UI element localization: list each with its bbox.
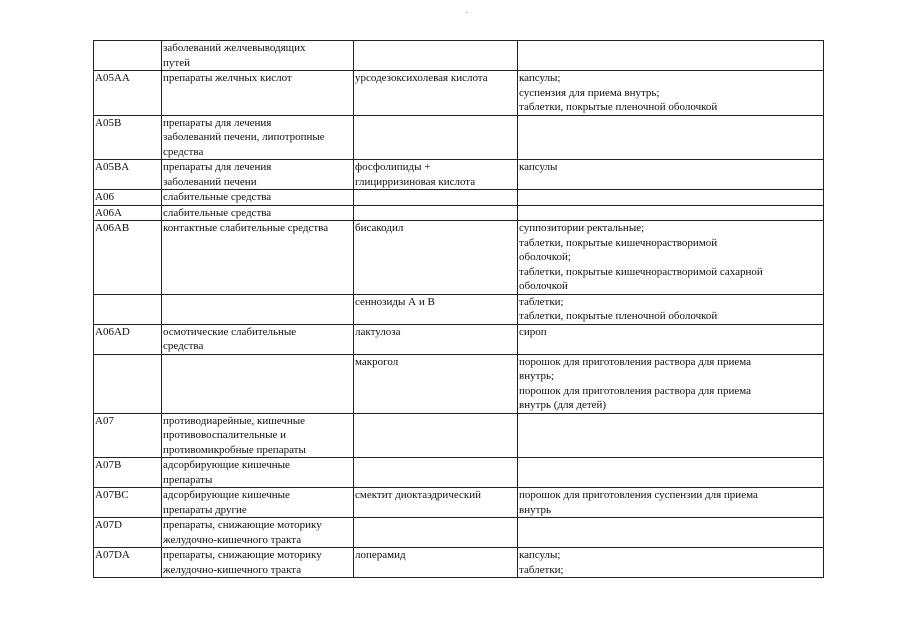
dosage-forms-cell: [518, 221, 824, 295]
cell-line: порошок для приготовления суспензии для приема: [519, 489, 758, 501]
table-row: [94, 518, 824, 548]
table-row: [94, 190, 824, 206]
cell-line: препараты другие: [163, 503, 247, 516]
cell-line: адсорбирующие кишечные: [163, 489, 290, 501]
cell-line: заболеваний печени: [163, 175, 257, 188]
cell-line: смектит диоктаэдрический: [355, 489, 482, 501]
atc-code-cell: [94, 221, 162, 295]
substance-cell: [354, 458, 518, 488]
cell-line: препараты, снижающие моторику: [163, 549, 322, 561]
table-row: [94, 413, 824, 458]
group-name-cell: [162, 294, 354, 324]
dosage-forms-cell: [518, 160, 824, 190]
cell-line: таблетки, покрытые пленочной оболочкой: [519, 101, 718, 113]
group-name-cell: [162, 518, 354, 548]
atc-code-cell: [94, 205, 162, 221]
cell-text: A07: [95, 414, 114, 427]
dosage-forms-cell: [518, 324, 824, 354]
substance-cell: [354, 413, 518, 458]
cell-line: контактные слабительные средства: [163, 222, 329, 234]
cell-line: урсодезоксихолевая кислота: [355, 72, 488, 84]
substance-cell: [354, 221, 518, 295]
cell-line: препараты, снижающие моторику: [163, 519, 322, 531]
substance-cell: [354, 548, 518, 578]
cell-line: внутрь: [519, 503, 552, 516]
cell-text: A06A: [95, 206, 122, 219]
table-row: [94, 294, 824, 324]
cell-line: таблетки, покрытые пленочной оболочкой: [519, 310, 718, 322]
cell-text: A06AB: [95, 222, 130, 234]
group-name-cell: [162, 160, 354, 190]
dosage-forms-cell: [518, 548, 824, 578]
atc-code-cell: [94, 488, 162, 518]
cell-line: слабительные средства: [163, 206, 272, 219]
cell-line: слабительные средства: [163, 191, 272, 203]
cell-line: бисакодил: [355, 222, 404, 234]
table-row: [94, 160, 824, 190]
table-row: [94, 115, 824, 160]
cell-line: средства: [163, 340, 204, 352]
atc-code-cell: [94, 190, 162, 206]
cell-line: глицирризиновая кислота: [355, 175, 476, 188]
cell-line: капсулы;: [519, 549, 561, 561]
table-row: [94, 458, 824, 488]
atc-code-cell: [94, 41, 162, 71]
cell-line: оболочкой;: [519, 251, 571, 263]
group-name-cell: [162, 488, 354, 518]
cell-text: A07BC: [95, 489, 129, 501]
substance-cell: [354, 324, 518, 354]
group-name-cell: [162, 41, 354, 71]
cell-line: препараты для лечения: [163, 161, 272, 173]
dosage-forms-cell: [518, 115, 824, 160]
cell-text: A06: [95, 191, 114, 203]
cell-text: A07DA: [95, 549, 130, 561]
group-name-cell: [162, 413, 354, 458]
cell-line: таблетки, покрытые кишечнорастворимой: [519, 236, 718, 249]
group-name-cell: [162, 71, 354, 116]
table-row: [94, 324, 824, 354]
cell-text: A05AA: [95, 72, 130, 84]
cell-line: фосфолипиды +: [355, 161, 431, 173]
substance-cell: [354, 488, 518, 518]
dosage-forms-cell: [518, 190, 824, 206]
substance-cell: [354, 354, 518, 413]
cell-line: адсорбирующие кишечные: [163, 459, 290, 471]
atc-code-cell: [94, 324, 162, 354]
cell-line: заболеваний печени, липотропные: [163, 131, 325, 143]
group-name-cell: [162, 221, 354, 295]
table-row: [94, 354, 824, 413]
drug-registry-table: [93, 40, 824, 578]
cell-line: желудочно-кишечного тракта: [163, 533, 302, 546]
cell-line: порошок для приготовления раствора для приема: [519, 355, 752, 368]
cell-line: препараты желчных кислот: [163, 72, 292, 84]
cell-line: капсулы: [519, 161, 558, 173]
atc-code-cell: [94, 458, 162, 488]
substance-cell: [354, 294, 518, 324]
table-row: [94, 221, 824, 295]
dosage-forms-cell: [518, 413, 824, 458]
dosage-forms-cell: [518, 354, 824, 413]
cell-line: сироп: [519, 325, 547, 338]
dosage-forms-cell: [518, 518, 824, 548]
cell-line: капсулы;: [519, 72, 561, 84]
group-name-cell: [162, 458, 354, 488]
cell-line: заболеваний желчевыводящих: [163, 42, 306, 54]
cell-line: противовоспалительные и: [163, 429, 287, 441]
cell-line: оболочкой: [519, 280, 568, 292]
table-row: [94, 41, 824, 71]
table-row: [94, 488, 824, 518]
cell-line: противомикробные препараты: [163, 443, 306, 456]
atc-code-cell: [94, 160, 162, 190]
table-row: [94, 205, 824, 221]
cell-line: сеннозиды А и В: [355, 295, 435, 308]
cell-line: лоперамид: [355, 549, 406, 561]
substance-cell: [354, 160, 518, 190]
cell-line: макрогол: [355, 355, 399, 368]
cell-text: A07B: [95, 459, 122, 471]
substance-cell: [354, 518, 518, 548]
scan-speck: [466, 12, 467, 13]
group-name-cell: [162, 190, 354, 206]
cell-line: таблетки;: [519, 563, 564, 576]
atc-code-cell: [94, 354, 162, 413]
dosage-forms-cell: [518, 488, 824, 518]
table-row: [94, 548, 824, 578]
dosage-forms-cell: [518, 205, 824, 221]
group-name-cell: [162, 548, 354, 578]
group-name-cell: [162, 354, 354, 413]
cell-line: желудочно-кишечного тракта: [163, 563, 302, 576]
cell-line: таблетки;: [519, 295, 564, 308]
atc-code-cell: [94, 518, 162, 548]
substance-cell: [354, 41, 518, 71]
substance-cell: [354, 71, 518, 116]
table-body: [94, 41, 824, 578]
cell-line: лактулоза: [355, 325, 401, 338]
cell-text: A05B: [95, 116, 122, 129]
group-name-cell: [162, 324, 354, 354]
atc-code-cell: [94, 294, 162, 324]
group-name-cell: [162, 205, 354, 221]
atc-code-cell: [94, 71, 162, 116]
cell-line: осмотические слабительные: [163, 325, 297, 338]
dosage-forms-cell: [518, 294, 824, 324]
group-name-cell: [162, 115, 354, 160]
atc-code-cell: [94, 413, 162, 458]
cell-line: порошок для приготовления раствора для приема: [519, 384, 752, 397]
cell-line: внутрь;: [519, 370, 555, 382]
cell-line: путей: [163, 56, 190, 69]
cell-line: суппозитории ректальные;: [519, 222, 645, 234]
cell-line: суспензия для приема внутрь;: [519, 86, 660, 99]
cell-line: препараты для лечения: [163, 116, 272, 129]
cell-text: A06AD: [95, 325, 130, 338]
cell-line: препараты: [163, 473, 213, 486]
dosage-forms-cell: [518, 71, 824, 116]
dosage-forms-cell: [518, 41, 824, 71]
table-row: [94, 71, 824, 116]
substance-cell: [354, 115, 518, 160]
cell-line: противодиарейные, кишечные: [163, 414, 306, 427]
cell-line: средства: [163, 145, 204, 158]
atc-code-cell: [94, 548, 162, 578]
dosage-forms-cell: [518, 458, 824, 488]
substance-cell: [354, 190, 518, 206]
cell-text: A05BA: [95, 161, 130, 173]
cell-line: таблетки, покрытые кишечнорастворимой сахарной: [519, 265, 763, 278]
cell-text: A07D: [95, 519, 122, 531]
atc-code-cell: [94, 115, 162, 160]
cell-line: внутрь (для детей): [519, 399, 607, 411]
substance-cell: [354, 205, 518, 221]
